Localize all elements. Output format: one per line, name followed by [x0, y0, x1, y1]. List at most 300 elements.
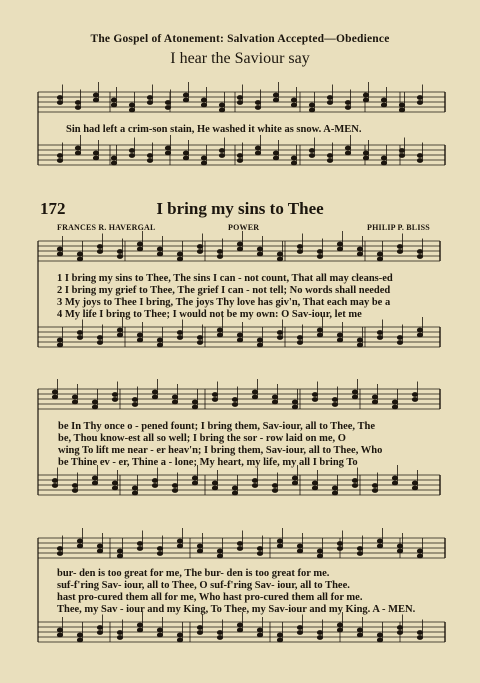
note-head: [412, 398, 417, 402]
note-head: [345, 101, 350, 105]
note-head: [165, 146, 170, 150]
note-head: [112, 398, 117, 402]
note-head: [183, 98, 188, 102]
note-head: [97, 631, 102, 635]
note-head: [397, 336, 402, 340]
note-head: [97, 336, 102, 340]
note-head: [72, 484, 77, 488]
note-head: [377, 336, 382, 340]
note-head: [97, 250, 102, 254]
note-head: [252, 484, 257, 488]
hymn-number: 172: [40, 199, 66, 218]
note-head: [277, 539, 282, 543]
note-head: [117, 333, 122, 337]
note-head: [372, 400, 377, 404]
note-head: [197, 549, 202, 553]
note-head: [152, 390, 157, 394]
note-head: [137, 547, 142, 551]
note-head: [201, 156, 206, 160]
note-head: [377, 331, 382, 335]
note-head: [72, 395, 77, 399]
note-head: [112, 486, 117, 490]
note-head: [92, 400, 97, 404]
note-head: [197, 245, 202, 249]
note-head: [312, 393, 317, 397]
note-head: [147, 159, 152, 163]
note-head: [277, 544, 282, 548]
note-head: [412, 481, 417, 485]
note-head: [352, 484, 357, 488]
previous-hymn-lyric: Sin had left a crim-son stain, He washed it white as snow. A-MEN.: [66, 124, 362, 135]
note-head: [332, 486, 337, 490]
note-head: [232, 403, 237, 407]
note-head: [381, 161, 386, 165]
verse-4-line-2: be Thine ev - er, Thine a - lone; My heart, my life, my all I bring To: [58, 457, 358, 468]
note-head: [75, 151, 80, 155]
note-head: [255, 101, 260, 105]
note-head: [92, 476, 97, 480]
note-head: [257, 252, 262, 256]
note-head: [219, 149, 224, 153]
note-head: [412, 393, 417, 397]
note-head: [111, 98, 116, 102]
note-head: [277, 638, 282, 642]
note-head: [132, 398, 137, 402]
note-head: [172, 395, 177, 399]
note-head: [117, 549, 122, 553]
note-head: [312, 481, 317, 485]
hymn-author: FRANCES R. HAVERGAL: [57, 223, 156, 232]
verse-1-line-2: be In Thy once o - pened fount; I bring them, Sav-iour, all to Thee, The: [58, 421, 375, 432]
note-head: [217, 549, 222, 553]
note-head: [217, 554, 222, 558]
note-head: [147, 96, 152, 100]
previous-hymn-subtitle: I hear the Saviour say: [170, 50, 310, 67]
note-head: [357, 552, 362, 556]
note-head: [392, 400, 397, 404]
note-head: [165, 106, 170, 110]
note-head: [272, 489, 277, 493]
note-head: [57, 633, 62, 637]
note-head: [392, 476, 397, 480]
note-head: [257, 552, 262, 556]
note-head: [197, 626, 202, 630]
note-head: [363, 98, 368, 102]
note-head: [97, 626, 102, 630]
note-head: [157, 547, 162, 551]
note-head: [237, 547, 242, 551]
note-head: [132, 491, 137, 495]
verse-3-line-2: wing To lift me near - er heav'n; I bring them, Sav-iour, all to Thee, Who: [58, 445, 383, 456]
note-head: [345, 106, 350, 110]
note-head: [237, 542, 242, 546]
note-head: [237, 101, 242, 105]
note-head: [137, 338, 142, 342]
note-head: [192, 400, 197, 404]
note-head: [93, 151, 98, 155]
note-head: [417, 549, 422, 553]
note-head: [257, 343, 262, 347]
note-head: [317, 631, 322, 635]
note-head: [117, 554, 122, 558]
page-header: The Gospel of Atonement: Salvation Accepted—Obedience: [90, 33, 390, 45]
note-head: [57, 154, 62, 158]
note-head: [417, 250, 422, 254]
note-head: [197, 336, 202, 340]
note-head: [137, 242, 142, 246]
note-head: [219, 108, 224, 112]
note-head: [192, 405, 197, 409]
note-head: [399, 108, 404, 112]
note-head: [372, 395, 377, 399]
note-head: [137, 333, 142, 337]
note-head: [111, 156, 116, 160]
note-head: [77, 257, 82, 261]
note-head: [57, 96, 62, 100]
note-head: [397, 341, 402, 345]
note-head: [397, 250, 402, 254]
note-head: [217, 333, 222, 337]
note-head: [327, 96, 332, 100]
note-head: [352, 395, 357, 399]
note-head: [337, 547, 342, 551]
note-head: [291, 98, 296, 102]
verse-2-line-3: suf-f'ring Sav- iour, all to Thee, O suf-f'ring Sav- iour, all to Thee.: [57, 580, 350, 591]
note-head: [345, 146, 350, 150]
note-head: [197, 631, 202, 635]
note-head: [57, 547, 62, 551]
note-head: [392, 481, 397, 485]
note-head: [297, 549, 302, 553]
note-head: [152, 484, 157, 488]
note-head: [57, 247, 62, 251]
note-head: [57, 159, 62, 163]
note-head: [332, 403, 337, 407]
note-head: [183, 156, 188, 160]
note-head: [345, 151, 350, 155]
note-head: [157, 628, 162, 632]
note-head: [57, 343, 62, 347]
note-head: [57, 101, 62, 105]
note-head: [399, 103, 404, 107]
note-head: [277, 336, 282, 340]
note-head: [417, 554, 422, 558]
note-head: [273, 151, 278, 155]
note-head: [177, 633, 182, 637]
note-head: [152, 479, 157, 483]
note-head: [212, 481, 217, 485]
note-head: [377, 252, 382, 256]
note-head: [317, 333, 322, 337]
note-head: [117, 636, 122, 640]
note-head: [417, 333, 422, 337]
note-head: [177, 544, 182, 548]
note-head: [132, 486, 137, 490]
note-head: [237, 623, 242, 627]
note-head: [92, 481, 97, 485]
note-head: [52, 390, 57, 394]
note-head: [317, 328, 322, 332]
note-head: [157, 633, 162, 637]
note-head: [217, 250, 222, 254]
note-head: [363, 151, 368, 155]
note-head: [197, 250, 202, 254]
note-head: [277, 257, 282, 261]
note-head: [111, 161, 116, 165]
note-head: [317, 250, 322, 254]
note-head: [417, 631, 422, 635]
note-head: [237, 96, 242, 100]
note-head: [137, 247, 142, 251]
note-head: [132, 403, 137, 407]
note-head: [97, 544, 102, 548]
note-head: [397, 544, 402, 548]
note-head: [77, 331, 82, 335]
note-head: [272, 400, 277, 404]
note-head: [372, 489, 377, 493]
note-head: [397, 245, 402, 249]
note-head: [377, 544, 382, 548]
note-head: [417, 96, 422, 100]
note-head: [337, 542, 342, 546]
note-head: [137, 623, 142, 627]
note-head: [291, 156, 296, 160]
note-head: [112, 481, 117, 485]
note-head: [357, 547, 362, 551]
note-head: [255, 106, 260, 110]
note-head: [417, 636, 422, 640]
note-head: [177, 331, 182, 335]
note-head: [129, 108, 134, 112]
note-head: [357, 247, 362, 251]
note-head: [157, 552, 162, 556]
note-head: [297, 626, 302, 630]
note-head: [111, 103, 116, 107]
verse-4-line-1: 4 My life I bring to Thee; I would not be my own: O Sav-iour, let me: [57, 309, 362, 320]
verse-1-line-3: bur- den is too great for me, The bur- den is too great for me.: [57, 568, 330, 579]
note-head: [417, 328, 422, 332]
note-head: [112, 393, 117, 397]
note-head: [309, 103, 314, 107]
note-head: [52, 395, 57, 399]
note-head: [332, 491, 337, 495]
note-head: [129, 154, 134, 158]
note-head: [201, 103, 206, 107]
note-head: [337, 338, 342, 342]
note-head: [357, 628, 362, 632]
note-head: [172, 400, 177, 404]
note-head: [219, 154, 224, 158]
note-head: [255, 151, 260, 155]
note-head: [297, 245, 302, 249]
verse-3-line-1: 3 My joys to Thee I bring, The joys Thy love has giv'n, That each may be a: [57, 297, 391, 308]
note-head: [312, 486, 317, 490]
note-head: [57, 552, 62, 556]
note-head: [297, 544, 302, 548]
note-head: [212, 486, 217, 490]
note-head: [273, 156, 278, 160]
note-head: [317, 255, 322, 259]
note-head: [72, 489, 77, 493]
note-head: [237, 628, 242, 632]
note-head: [381, 103, 386, 107]
note-head: [192, 476, 197, 480]
note-head: [117, 255, 122, 259]
note-head: [417, 159, 422, 163]
verse-2-line-2: be, Thou know-est all so well; I bring the sor - row laid on me, O: [58, 433, 346, 444]
note-head: [217, 328, 222, 332]
hymn-title: I bring my sins to Thee: [156, 199, 324, 218]
note-head: [292, 400, 297, 404]
note-head: [297, 336, 302, 340]
note-head: [277, 331, 282, 335]
note-head: [255, 146, 260, 150]
note-head: [77, 252, 82, 256]
note-head: [152, 395, 157, 399]
note-head: [157, 338, 162, 342]
note-head: [399, 154, 404, 158]
note-head: [232, 398, 237, 402]
note-head: [177, 336, 182, 340]
note-head: [381, 98, 386, 102]
note-head: [201, 98, 206, 102]
note-head: [337, 628, 342, 632]
note-head: [399, 149, 404, 153]
note-head: [177, 252, 182, 256]
note-head: [272, 395, 277, 399]
note-head: [327, 101, 332, 105]
note-head: [309, 149, 314, 153]
note-head: [357, 633, 362, 637]
note-head: [277, 633, 282, 637]
note-head: [417, 154, 422, 158]
note-head: [77, 539, 82, 543]
note-head: [352, 390, 357, 394]
note-head: [197, 341, 202, 345]
note-head: [157, 343, 162, 347]
verse-4-line-3: Thee, my Sav - iour and my King, To Thee, my Sav-iour and my King. A - MEN.: [57, 604, 416, 615]
note-head: [237, 154, 242, 158]
note-head: [217, 636, 222, 640]
note-head: [372, 484, 377, 488]
note-head: [137, 542, 142, 546]
note-head: [57, 252, 62, 256]
note-head: [177, 539, 182, 543]
note-head: [252, 390, 257, 394]
note-head: [129, 149, 134, 153]
verse-3-line-3: hast pro-cured them all for me, Who hast pro-cured them all for me.: [57, 592, 363, 603]
note-head: [172, 489, 177, 493]
note-head: [232, 491, 237, 495]
note-head: [57, 338, 62, 342]
note-head: [332, 398, 337, 402]
note-head: [317, 636, 322, 640]
note-head: [252, 479, 257, 483]
note-head: [273, 93, 278, 97]
note-head: [397, 549, 402, 553]
note-head: [157, 252, 162, 256]
note-head: [337, 247, 342, 251]
note-head: [147, 101, 152, 105]
note-head: [309, 154, 314, 158]
note-head: [257, 633, 262, 637]
note-head: [117, 631, 122, 635]
note-head: [97, 341, 102, 345]
note-head: [75, 101, 80, 105]
note-head: [217, 255, 222, 259]
note-head: [337, 623, 342, 627]
note-head: [97, 549, 102, 553]
note-head: [217, 631, 222, 635]
note-head: [147, 154, 152, 158]
note-head: [392, 405, 397, 409]
note-head: [97, 245, 102, 249]
note-head: [377, 633, 382, 637]
note-head: [272, 484, 277, 488]
note-head: [197, 544, 202, 548]
note-head: [252, 395, 257, 399]
hymn-composer: PHILIP P. BLISS: [367, 223, 430, 232]
note-head: [93, 156, 98, 160]
note-head: [257, 628, 262, 632]
note-head: [172, 484, 177, 488]
note-head: [137, 628, 142, 632]
note-head: [317, 549, 322, 553]
note-head: [52, 479, 57, 483]
verse-2-line-1: 2 I bring my grief to Thee, The grief I can - not tell; No words shall needed: [57, 285, 391, 296]
note-head: [77, 544, 82, 548]
note-head: [212, 393, 217, 397]
note-head: [309, 108, 314, 112]
note-head: [212, 398, 217, 402]
note-head: [77, 633, 82, 637]
note-head: [363, 93, 368, 97]
note-head: [177, 638, 182, 642]
note-head: [417, 255, 422, 259]
note-head: [75, 106, 80, 110]
note-head: [237, 333, 242, 337]
note-head: [377, 257, 382, 261]
verse-1-line-1: 1 I bring my sins to Thee, The sins I can - not count, That all may cleans-ed: [57, 273, 393, 284]
note-head: [377, 539, 382, 543]
note-head: [117, 250, 122, 254]
note-head: [183, 151, 188, 155]
note-head: [257, 547, 262, 551]
note-head: [201, 161, 206, 165]
note-head: [297, 250, 302, 254]
note-head: [357, 343, 362, 347]
note-head: [292, 481, 297, 485]
note-head: [72, 400, 77, 404]
note-head: [75, 146, 80, 150]
note-head: [317, 554, 322, 558]
note-head: [129, 103, 134, 107]
note-head: [352, 479, 357, 483]
note-head: [292, 476, 297, 480]
note-head: [57, 628, 62, 632]
note-head: [237, 247, 242, 251]
note-head: [93, 98, 98, 102]
note-head: [232, 486, 237, 490]
note-head: [412, 486, 417, 490]
hymn-tune: POWER: [228, 223, 260, 232]
note-head: [291, 161, 296, 165]
note-head: [77, 336, 82, 340]
note-head: [237, 242, 242, 246]
note-head: [397, 626, 402, 630]
note-head: [219, 103, 224, 107]
note-head: [77, 638, 82, 642]
